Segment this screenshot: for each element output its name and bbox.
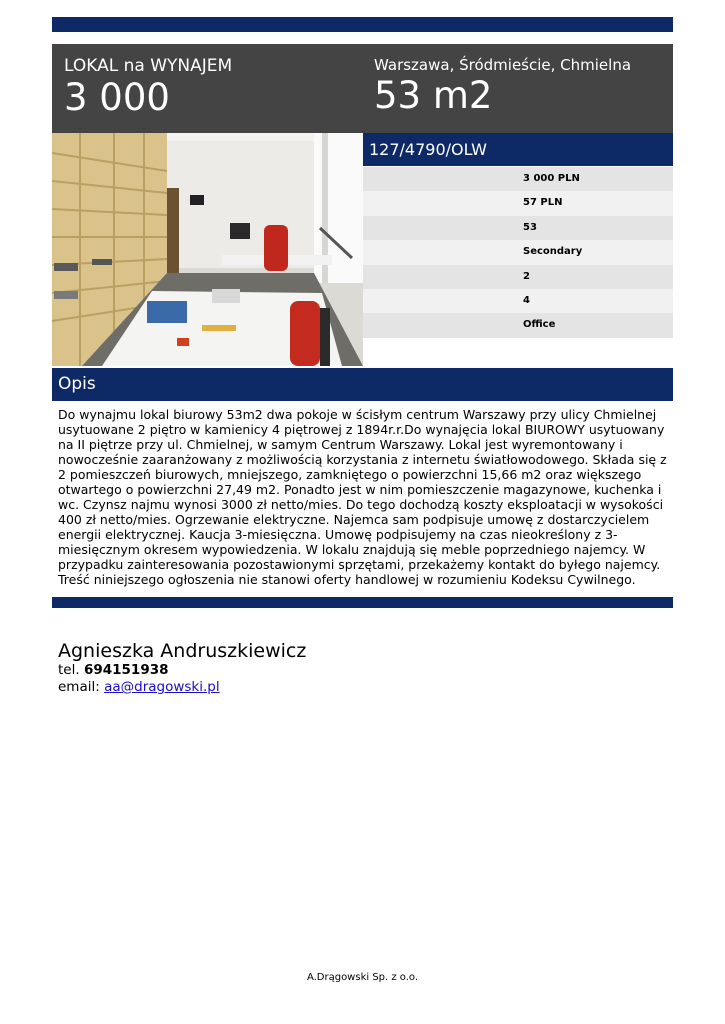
param-value: 53 <box>523 221 537 233</box>
listing-price: 3 000 <box>64 76 170 119</box>
agent-phone-line <box>58 662 306 679</box>
agent-phone: 694151938 <box>83 662 169 678</box>
description-text: Do wynajmu lokal biurowy 53m2 dwa pokoje w ścisłym centrum Warszawy przy ulicy Chmielnej usytuowane 2 piętro w kamienicy 4 piętrowej z 1894r.r.Do wynajęcia lokal BIUROWY usytuowany na II piętrze przy ul. Chmielnej, w samym Centrum Warszawy. Lokal jest wyremontowany i nowocześnie zaaranżowany z możliwością korzystania z internetu światłowodowego. Składa się z 2 pomieszczeń biurowych, mniejszego, zamkniętego o powierzchni 15,66 m2 oraz większego otwartego o powierzchni 27,49 m2. Ponadto jest w nim pomieszczenie magazynowe, kuchenka i wc. Czynsz najmu wynosi 3000 zł netto/mies. Do tego dochodzą koszty eksploatacji w wysokości 400 zł netto/mies. Ogrzewanie elektryczne. Najemca sam podpisuje umowę z dostarczycielem energii elektrycznej. Kaucja 3-miesięczna. Umowę podpisujemy na czas nieokreślony z 3-miesięcznym okresem wypowiedzenia. W lokalu znajdują się meble poprzedniego najemcy. W przypadku zainteresowania pozostawionymi sprzętami, przekażemy kontakt do byłego najemcy. Treść niniejszego ogłoszenia nie stanowi oferty handlowej w rozumieniu Kodeksu Cywilnego. <box>58 407 667 587</box>
agent-name: Agnieszka Andruszkiewicz <box>58 640 307 662</box>
phone-label: tel. <box>58 662 80 678</box>
listing-area: 53 m2 <box>374 74 493 117</box>
email-label: email: <box>58 679 100 695</box>
listing-location: Warszawa, Śródmieście, Chmielna <box>374 56 632 74</box>
param-value: Secondary <box>523 246 583 258</box>
parameters-table <box>363 167 673 338</box>
param-row <box>363 265 673 289</box>
param-value: 2 <box>523 270 530 282</box>
agent-contact <box>58 640 306 696</box>
param-value: 4 <box>523 294 530 306</box>
agent-email-link[interactable]: aa@dragowski.pl <box>104 679 220 695</box>
param-row <box>363 167 673 191</box>
param-row <box>363 289 673 313</box>
bottom-accent-bar <box>52 597 673 608</box>
param-value: Office <box>523 319 556 331</box>
param-row <box>363 216 673 240</box>
param-value: 3 000 PLN <box>523 173 580 184</box>
param-row <box>363 313 673 337</box>
param-value: 57 PLN <box>523 197 563 209</box>
param-row <box>363 240 673 264</box>
listing-header <box>52 44 673 133</box>
footer-company: A.Drągowski Sp. z o.o. <box>306 972 419 983</box>
reference-number-bar <box>363 133 673 166</box>
reference-number: 127/4790/OLW <box>369 140 487 159</box>
listing-type: LOKAL na WYNAJEM <box>64 56 233 76</box>
description-heading: Opis <box>58 374 96 394</box>
param-row <box>363 191 673 215</box>
property-photo <box>52 133 363 366</box>
description-heading-bar <box>52 368 673 401</box>
office-room-image <box>52 133 363 366</box>
top-accent-bar <box>52 17 673 32</box>
agent-email-line <box>58 679 306 696</box>
